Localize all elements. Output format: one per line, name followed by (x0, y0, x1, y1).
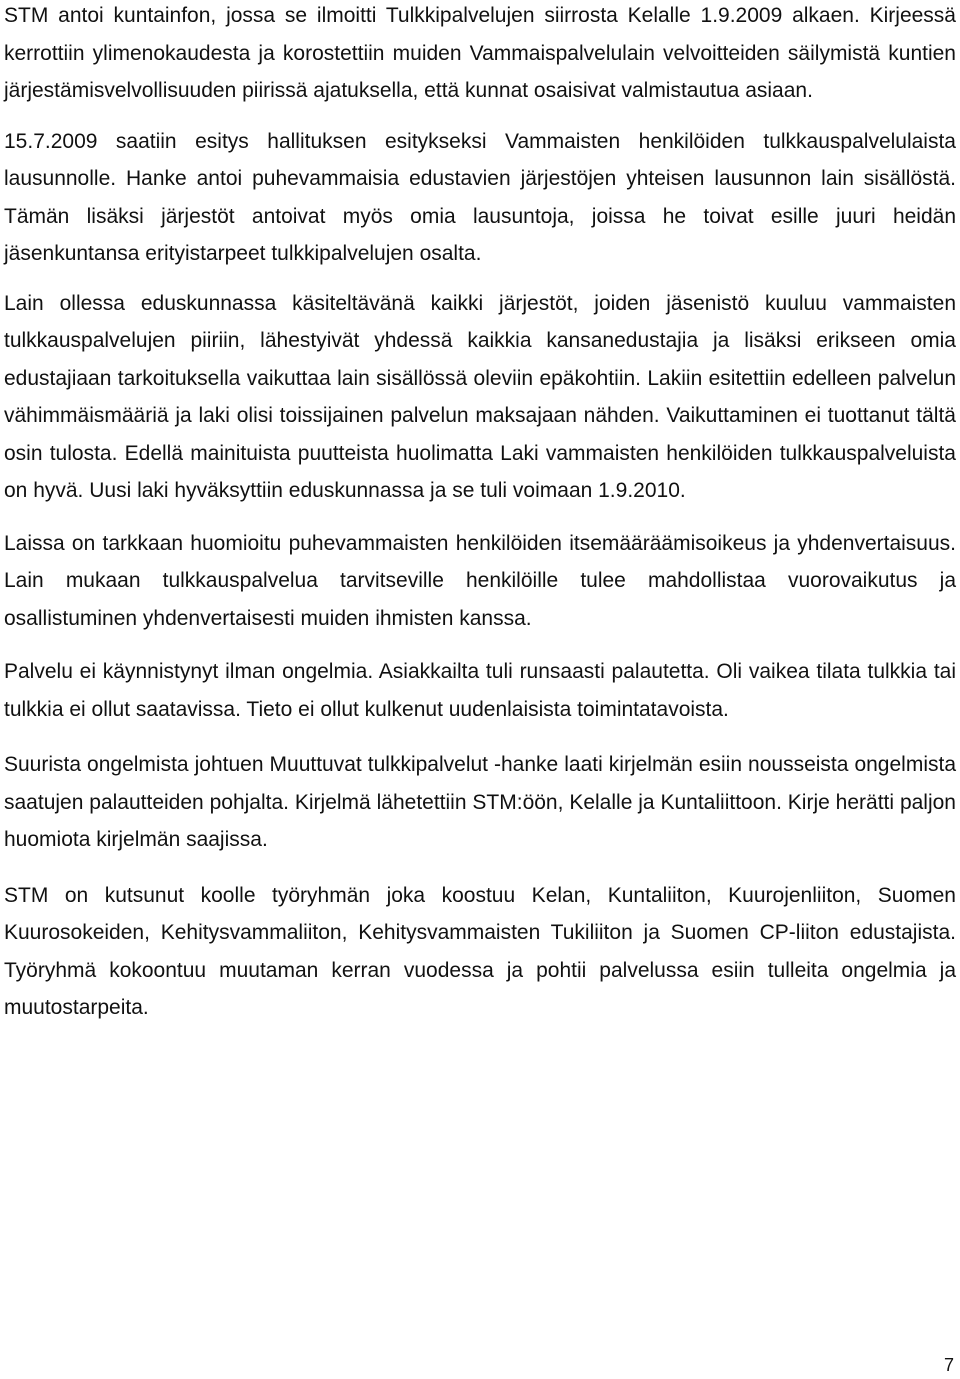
page-number: 7 (943, 1355, 954, 1375)
paragraph-kuntainfo: STM antoi kuntainfon, jossa se ilmoitti Tulkkipalvelujen siirrosta Kelalle 1.9.2009 alkaen. Kirjeessä kerrottiin ylimenokaudesta ja korostettiin muiden Vammaispalvelulain velvoitteiden säilymistä kuntien järjestämisvelvollisuuden piirissä ajatuksella, että kunnat osaisivat valmistautua asiaan. (4, 4, 956, 102)
document-page (4, 0, 956, 1027)
paragraph-hallituksen-esitys: 15.7.2009 saatiin esitys hallituksen esitykseksi Vammaisten henkilöiden tulkkauspalvelulaista lausunnolle. Hanke antoi puhevammaisia edustavien järjestöjen yhteisen lausunnon lain sisällöstä. Tämän lisäksi järjestöt antoivat myös omia lausuntoja, joissa he toivat esille juuri heidän jäsenkuntansa erityistarpeet tulkkipalvelujen osalta. (4, 129, 956, 265)
paragraph-eduskunta: Lain ollessa eduskunnassa käsiteltävänä kaikki järjestöt, joiden jäsenistö kuuluu vammaisten tulkkauspalvelujen piiriin, lähestyivät yhdessä kaikkia kansanedustajia ja lisäksi erikseen omia edustajiaan tarkoituksella vaikuttaa lain sisällössä oleviin epäkohtiin. Lakiin esitettiin edelleen palvelun vähimmäismääriä ja laki olisi toissijainen palvelun maksajaan nähden. Vaikuttaminen ei tuottanut tältä osin tulosta. Edellä mainituista puutteista huolimatta Laki vammaisten henkilöiden tulkkauspalveluista on hyvä. Uusi laki hyväksyttiin eduskunnassa ja se tuli voimaan 1.9.2010. (4, 291, 956, 502)
paragraph-ongelmat: Palvelu ei käynnistynyt ilman ongelmia. Asiakkailta tuli runsaasti palautetta. Oli vaikea tilata tulkkia tai tulkkia ei ollut saatavissa. Tieto ei ollut kulkenut uudenlaisista toimintatavoista. (4, 660, 956, 721)
paragraph-itsemaaraamisoikeus: Laissa on tarkkaan huomioitu puhevammaisten henkilöiden itsemääräämisoikeus ja yhdenvertaisuus. Lain mukaan tulkkauspalvelua tarvitseville henkilöille tulee mahdollistaa vuorovaikutus ja osallistuminen yhdenvertaisesti muiden ihmisten kanssa. (4, 531, 956, 630)
paragraph-tyoryhma: STM on kutsunut koolle työryhmän joka koostuu Kelan, Kuntaliiton, Kuurojenliiton, Suomen Kuurosokeiden, Kehitysvammaliiton, Kehitysvammaisten Tukiliiton ja Suomen CP-liiton edustajista. Työryhmä kokoontuu muutaman kerran vuodessa ja pohtii palvelussa esiin tulleita ongelmia ja muutostarpeita. (4, 883, 956, 1019)
paragraph-kirjelma: Suurista ongelmista johtuen Muuttuvat tulkkipalvelut -hanke laati kirjelmän esiin nousseista ongelmista saatujen palautteiden pohjalta. Kirjelmä lähetettiin STM:öön, Kelalle ja Kuntaliittoon. Kirje herätti paljon huomiota kirjelmän saajissa. (4, 753, 956, 851)
